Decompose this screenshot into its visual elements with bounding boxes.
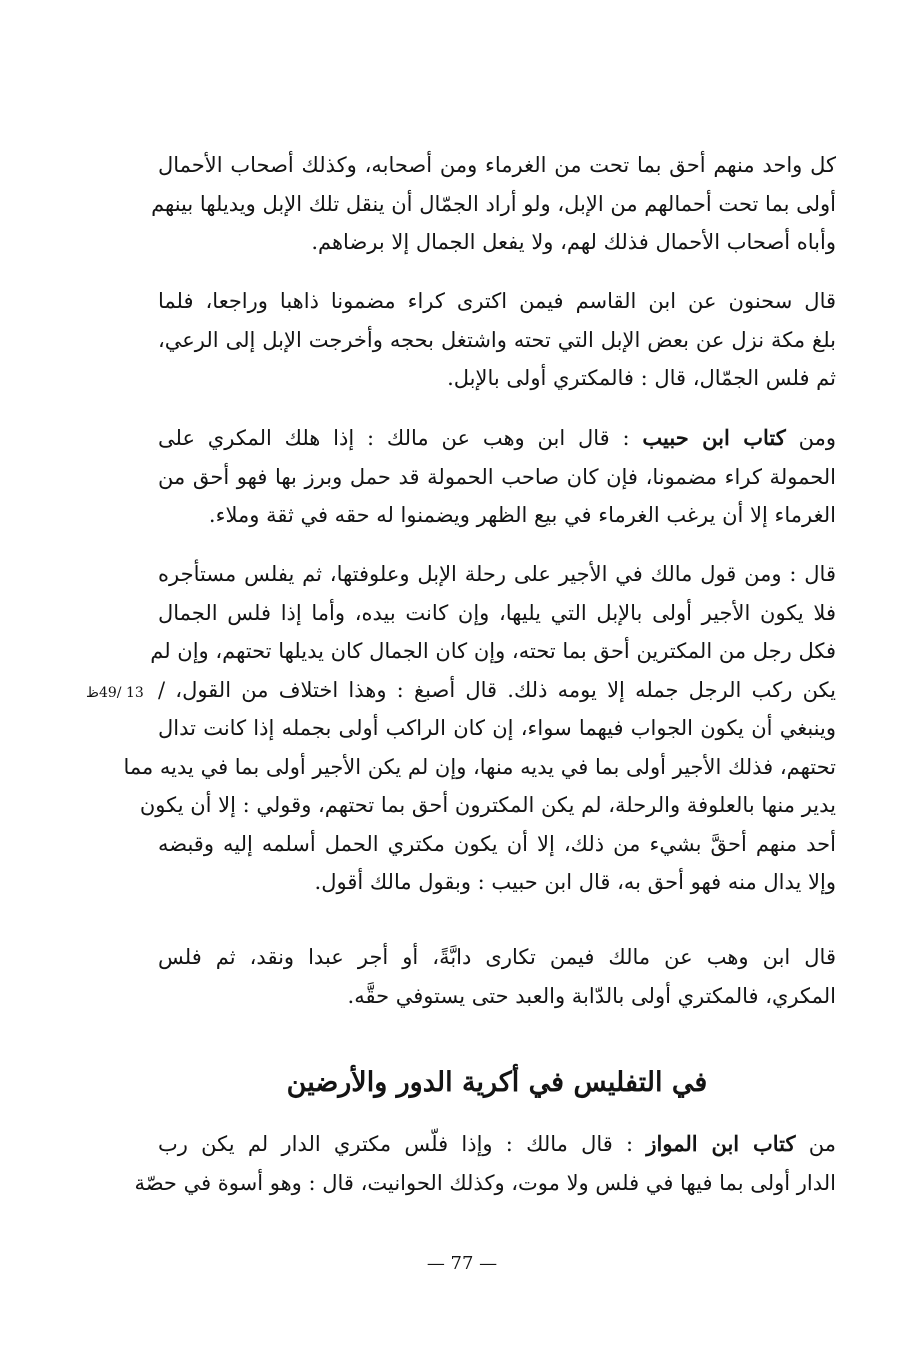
text-line: وإلا يدال منه فهو أحق به، قال ابن حبيب : وبقول مالك أقول. (314, 870, 836, 894)
lead-prefix: ومن (785, 426, 836, 450)
paragraph-3 (158, 419, 836, 535)
text-line: المكري، فالمكتري أولى بالدّابة والعبد حتى يستوفي حقَّه. (347, 983, 836, 1008)
text-line: وينبغي أن يكون الجواب فيهما سواء، إن كان الراكب أولى بجمله إذا كانت تدال (158, 716, 836, 740)
source-title: كتاب ابن حبيب (642, 425, 786, 450)
text-line: تحتهم، فذلك الأجير أولى بما في يديه منها، وإن لم يكن الأجير أولى بما في يديه مما (123, 754, 836, 779)
text-line: أحد منهم أحقَّ بشيء من ذلك، إلا أن يكون مكتري الحمل أسلمه إليه وقبضه (158, 831, 836, 856)
text-line: قال ابن وهب عن مالك فيمن تكارى دابَّةً، أو أجر عبدا ونقد، ثم فلس (158, 945, 836, 969)
text-line (158, 1125, 836, 1164)
line-rest: : قال مالك : وإذا فلّس مكتري الدار لم يكن رب (158, 1132, 647, 1156)
paragraph-5 (158, 938, 836, 1015)
text-line: فلا يكون الأجير أولى بالإبل التي يليها، وإن كانت بيده، وأما إذا فلس الجمال (158, 600, 836, 625)
text-line: أولى بما تحت أحمالهم من الإبل، ولو أراد الجمّال أن ينقل تلك الإبل ويديلها بينهم (151, 191, 836, 216)
lead-prefix: من (795, 1132, 836, 1156)
section-heading: في التفليس في أكرية الدور والأرضين (286, 1067, 708, 1098)
text-line: يدير منها بالعلوفة والرحلة، لم يكن المكترون أحق بما تحتهم، وقولي : إلا أن يكون (139, 793, 836, 817)
text-line: كل واحد منهم أحق بما تحت من الغرماء ومن أصحابه، وكذلك أصحاب الأحمال (158, 153, 836, 177)
text-line: وأباه أصحاب الأحمال فذلك لهم، ولا يفعل الجمال إلا برضاهم. (311, 230, 836, 254)
text-line: فكل رجل من المكترين أحق بما تحته، وإن كان الجمال كان يديلها تحتهم، وإن لم (150, 639, 836, 663)
text-line: قال سحنون عن ابن القاسم فيمن اكترى كراء مضمونا ذاهبا وراجعا، فلما (158, 289, 836, 313)
text-line: ثم فلس الجمّال، قال : فالمكتري أولى بالإبل. (447, 366, 836, 390)
line-rest: : قال ابن وهب عن مالك : إذا هلك المكري على (158, 426, 643, 450)
text-line: يكن ركب الرجل جمله إلا يومه ذلك. قال أصبغ : وهذا اختلاف من القول، / (158, 677, 836, 702)
text-line: الحمولة كراء مضمونا، فإن كان صاحب الحمولة قد حمل وبرز بها فهو أحق من (158, 464, 836, 489)
text-line: الغرماء إلا أن يرغب الغرماء في بيع الظهر ويضمنوا له حقه في ثقة وملاء. (208, 503, 836, 527)
text-line: الدار أولى بما فيها في فلس ولا موت، وكذلك الحوانيت، قال : وهو أسوة في حصّة (134, 1170, 836, 1195)
text-line: قال : ومن قول مالك في الأجير على رحلة الإبل وعلوفتها، ثم يفلس مستأجره (158, 562, 836, 586)
text-line (158, 419, 836, 458)
margin-folio-reference: 13 /49ظ (86, 685, 144, 701)
source-title: كتاب ابن المواز (646, 1131, 796, 1156)
text-line: بلغ مكة نزل عن بعض الإبل التي تحته واشتغل بحجه وأخرجت الإبل إلى الرعي، (158, 327, 837, 352)
paragraph-1 (151, 146, 836, 262)
section-paragraph (134, 1125, 836, 1202)
paragraph-2 (158, 282, 836, 398)
page-number: — 77 — (426, 1253, 498, 1274)
paragraph-4 (123, 555, 836, 902)
